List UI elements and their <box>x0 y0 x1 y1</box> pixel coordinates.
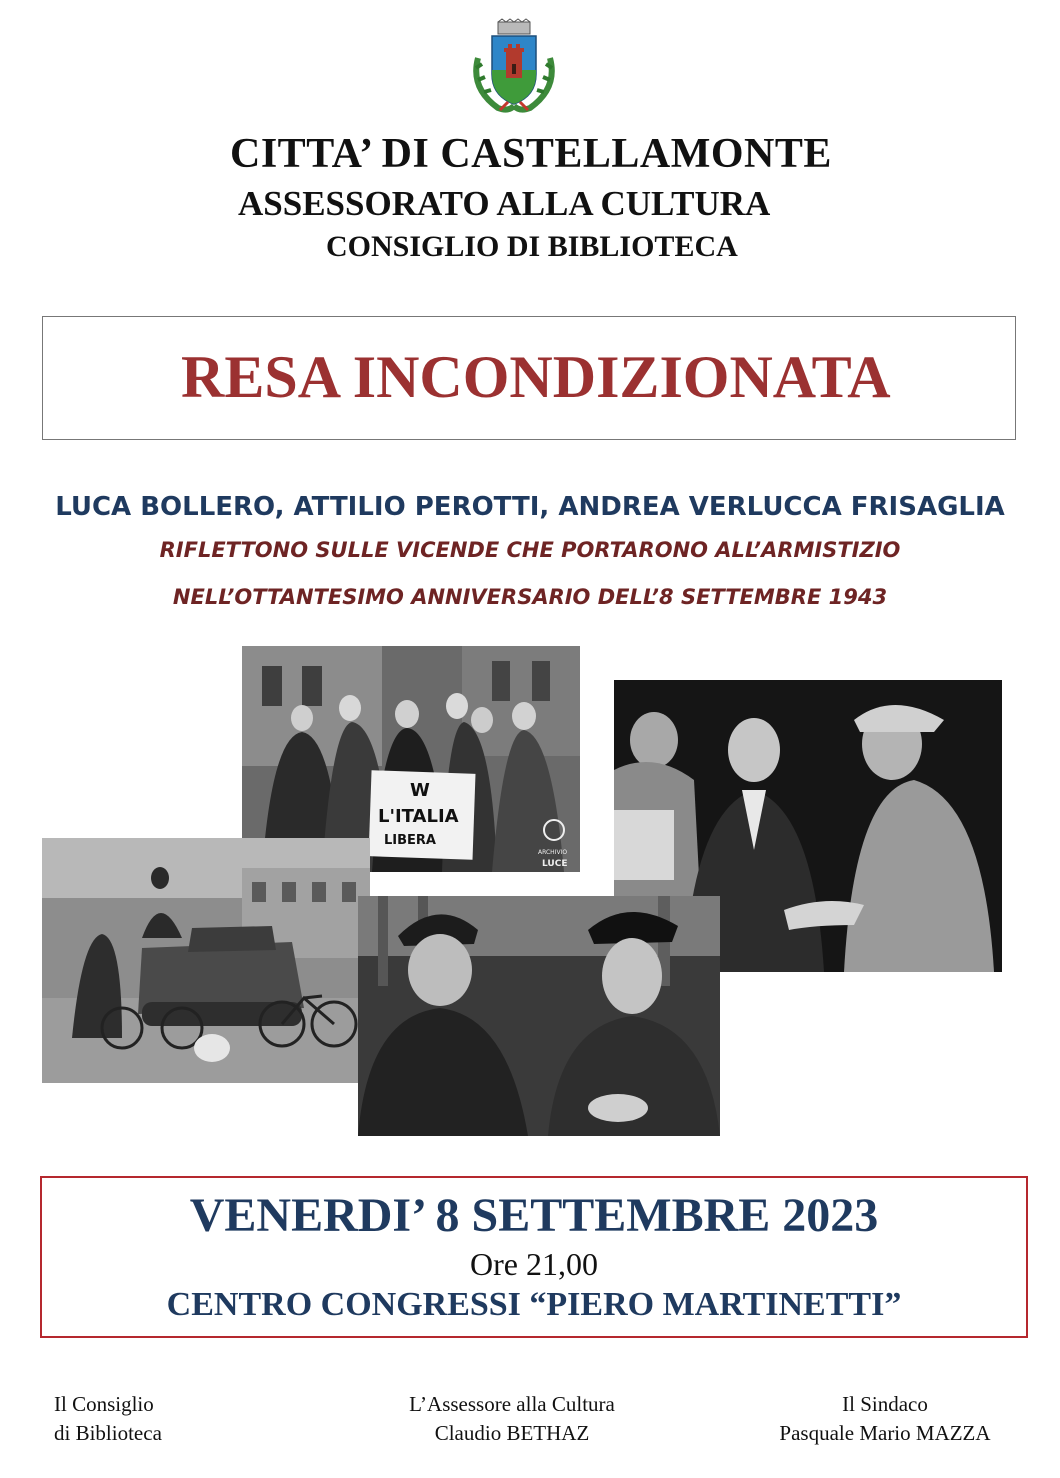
banner-w: W <box>410 780 430 801</box>
signature-library-council <box>54 1390 162 1448</box>
event-date: VENERDI’ 8 SETTEMBRE 2023 <box>189 1189 879 1242</box>
signature-culture-assessor <box>372 1390 652 1448</box>
event-venue: CENTRO CONGRESSI “PIERO MARTINETTI” <box>166 1286 902 1323</box>
banner-line2: LIBERA <box>384 833 436 848</box>
signature-right-line1: Il Sindaco <box>842 1392 928 1416</box>
photo-tank-street <box>42 838 370 1083</box>
city-heading: CITTA’ DI CASTELLAMONTE <box>230 131 832 177</box>
archive-mark-top: ARCHIVIO <box>538 849 568 856</box>
department-heading: ASSESSORATO ALLA CULTURA <box>238 184 771 223</box>
signature-center-line2: Claudio BETHAZ <box>434 1421 590 1445</box>
speakers-line: LUCA BOLLERO, ATTILIO PEROTTI, ANDREA VERLUCCA FRISAGLIA <box>55 492 1005 522</box>
archive-mark-bottom: LUCE <box>542 859 568 869</box>
coat-of-arms-icon <box>468 18 560 114</box>
title-box <box>42 316 1016 440</box>
event-info-box <box>40 1176 1028 1338</box>
event-time: Ore 21,00 <box>470 1246 598 1282</box>
subtitle-line-1: RIFLETTONO SULLE VICENDE CHE PORTARONO ALL’ARMISTIZIO <box>159 538 901 562</box>
photo-leaders <box>358 896 720 1136</box>
signature-mayor <box>740 1390 1030 1448</box>
signature-left-line2: di Biblioteca <box>54 1421 162 1445</box>
banner-line1: L'ITALIA <box>378 806 459 827</box>
event-title: RESA INCONDIZIONATA <box>181 344 891 410</box>
subtitle-line-2: NELL’OTTANTESIMO ANNIVERSARIO DELL’8 SETTEMBRE 1943 <box>172 585 888 609</box>
signature-right-line2: Pasquale Mario MAZZA <box>779 1421 991 1445</box>
signature-left-line1: Il Consiglio <box>54 1392 154 1416</box>
council-heading: CONSIGLIO DI BIBLIOTECA <box>326 230 738 263</box>
signature-center-line1: L’Assessore alla Cultura <box>409 1392 615 1416</box>
